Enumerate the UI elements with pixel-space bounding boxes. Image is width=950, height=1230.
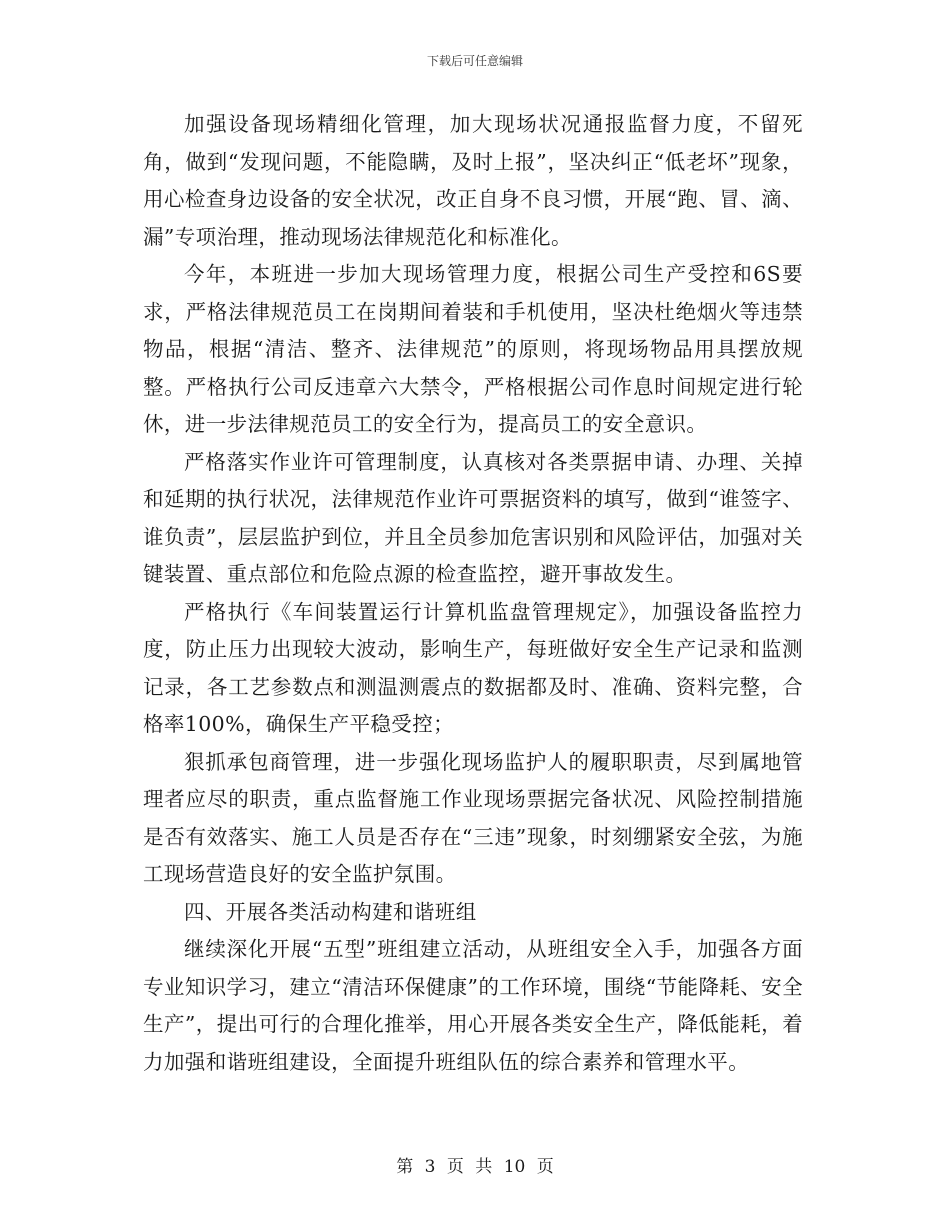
paragraph-equipment-management: 加强设备现场精细化管理，加大现场状况通报监督力度，不留死角，做到“发现问题，不能隐瞒，及时上报”，坚决纠正“低老坏”现象，用心检查身边设备的安全状况，改正自身不良习惯，开展“跑、冒、滴、漏”专项治理，推动现场法律规范化和标准化。	[143, 112, 803, 249]
page-number: 第 3 页 共 10 页	[396, 1157, 554, 1177]
paragraph-monitoring: 严格执行《车间装置运行计算机监盘管理规定》，加强设备监控力度，防止压力出现较大波动，影响生产，每班做好安全生产记录和监测记录，各工艺参数点和测温测震点的数据都及时、准确、资料完整，合格率100%，确保生产平稳受控；	[143, 599, 803, 736]
paragraph-contractor-management: 狠抓承包商管理，进一步强化现场监护人的履职职责，尽到属地管理者应尽的职责，重点监督施工作业现场票据完备状况、风险控制措施是否有效落实、施工人员是否存在“三违”现象，时刻绷紧安全弦，为施工现场营造良好的安全监护氛围。	[143, 749, 803, 886]
paragraph-work-permit: 严格落实作业许可管理制度，认真核对各类票据申请、办理、关掉和延期的执行状况，法律规范作业许可票据资料的填写，做到“谁签字、谁负责”，层层监护到位，并且全员参加危害识别和风险评估，加强对关键装置、重点部位和危险点源的检查监控，避开事故发生。	[143, 449, 803, 586]
paragraph-team-building: 继续深化开展“五型”班组建立活动，从班组安全入手，加强各方面专业知识学习，建立“清洁环保健康”的工作环境，围绕“节能降耗、安全生产”，提出可行的合理化推举，用心开展各类安全生产，降低能耗，着力加强和谐班组建设，全面提升班组队伍的综合素养和管理水平。	[143, 937, 803, 1074]
document-body	[143, 106, 803, 1081]
section-heading: 四、开展各类活动构建和谐班组	[184, 899, 477, 924]
paragraph-site-management: 今年，本班进一步加大现场管理力度，根据公司生产受控和6S要求，严格法律规范员工在岗期间着装和手机使用，坚决杜绝烟火等违禁物品，根据“清洁、整齐、法律规范”的原则，将现场物品用具摆放规整。严格执行公司反违章六大禁令，严格根据公司作息时间规定进行轮休，进一步法律规范员工的安全行为，提高员工的安全意识。	[143, 262, 803, 436]
page-header: 下载后可任意编辑	[426, 54, 523, 68]
